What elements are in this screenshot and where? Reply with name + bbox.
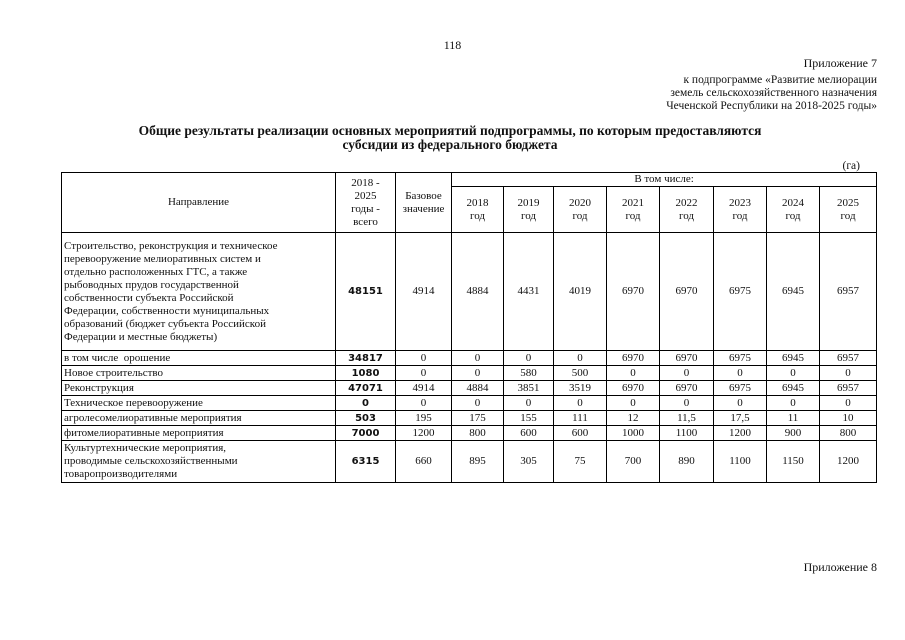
header-year — [820, 187, 877, 233]
base-value-cell: 1200 — [396, 426, 452, 441]
year-value-cell: 6957 — [820, 233, 877, 351]
document-title-line: субсидии из федерального бюджета — [342, 137, 558, 152]
year-value-cell: 175 — [452, 411, 504, 426]
next-appendix-label: Приложение 8 — [803, 560, 877, 574]
total-cell: 503 — [336, 411, 396, 426]
direction-line: рыбоводных прудов государственной — [64, 278, 239, 291]
year-value-cell: 6957 — [820, 351, 877, 366]
subprogram-reference-line: земель сельскохозяйственного назначения — [670, 87, 877, 99]
base-value-cell: 4914 — [396, 233, 452, 351]
direction-line: проводимые сельскохозяйственными — [64, 455, 238, 467]
year-value-cell: 4884 — [452, 381, 504, 396]
table-row — [62, 396, 877, 411]
total-cell: 34817 — [336, 351, 396, 366]
header-year — [767, 187, 820, 233]
direction-cell: Техническое перевооружение — [62, 396, 336, 411]
header-direction: Направление — [62, 173, 336, 233]
year-value-cell: 6970 — [660, 233, 714, 351]
year-value-cell: 0 — [504, 396, 554, 411]
header-year-number: 2022 — [675, 196, 698, 209]
year-value-cell: 0 — [820, 366, 877, 381]
year-value-cell: 11 — [767, 411, 820, 426]
year-value-cell: 0 — [607, 366, 660, 381]
year-value-cell: 6957 — [820, 381, 877, 396]
table-row — [62, 441, 877, 483]
total-cell: 6315 — [336, 441, 396, 483]
year-value-cell: 6970 — [660, 381, 714, 396]
direction-cell: в том числе орошение — [62, 351, 336, 366]
year-value-cell: 0 — [767, 366, 820, 381]
total-cell: 47071 — [336, 381, 396, 396]
header-including: В том числе: — [452, 173, 877, 187]
direction-line: Строительство, реконструкция и техническое — [64, 239, 278, 252]
header-year-number: 2021 — [622, 196, 644, 209]
direction-line: Федерации и местные бюджеты) — [64, 330, 218, 343]
year-value-cell: 0 — [660, 366, 714, 381]
total-cell: 0 — [336, 396, 396, 411]
header-year-number: 2019 — [517, 196, 540, 209]
year-value-cell: 0 — [714, 396, 767, 411]
year-value-cell: 0 — [452, 351, 504, 366]
year-value-cell: 6970 — [660, 351, 714, 366]
direction-line: Федерации, собственности муниципальных — [64, 304, 270, 317]
header-year-unit: год — [840, 209, 856, 222]
year-value-cell: 700 — [607, 441, 660, 483]
header-year — [660, 187, 714, 233]
document-title-line: Общие результаты реализации основных мероприятий подпрограммы, по которым предоставляются — [138, 123, 762, 138]
year-value-cell: 12 — [607, 411, 660, 426]
header-year-unit: год — [572, 209, 588, 222]
direction-line: образований (бюджет субъекта Российской — [64, 317, 266, 330]
year-value-cell: 0 — [767, 396, 820, 411]
direction-line: собственности субъекта Российской — [64, 291, 234, 304]
header-base-line: Базовое — [405, 189, 442, 202]
header-year — [714, 187, 767, 233]
base-value-cell: 0 — [396, 366, 452, 381]
document-title — [60, 124, 840, 152]
subprogram-reference-line: к подпрограмме «Развитие мелиорации — [683, 74, 877, 86]
header-year-number: 2024 — [782, 196, 804, 209]
direction-line: Культуртехнические мероприятия, — [64, 442, 227, 454]
year-value-cell: 600 — [554, 426, 607, 441]
header-year — [607, 187, 660, 233]
year-value-cell: 580 — [504, 366, 554, 381]
direction-cell: фитомелиоративные мероприятия — [62, 426, 336, 441]
base-value-cell: 660 — [396, 441, 452, 483]
header-year-unit: год — [732, 209, 748, 222]
header-year-number: 2018 — [466, 196, 489, 209]
year-value-cell: 17,5 — [714, 411, 767, 426]
table-row — [62, 381, 877, 396]
year-value-cell: 895 — [452, 441, 504, 483]
total-cell: 48151 — [336, 233, 396, 351]
year-value-cell: 0 — [607, 396, 660, 411]
header-base-line: значение — [402, 202, 445, 215]
table-row — [62, 351, 877, 366]
year-value-cell: 1200 — [714, 426, 767, 441]
header-year-number: 2025 — [837, 196, 860, 209]
direction-line: товаропроизводителями — [64, 468, 178, 480]
year-value-cell: 6975 — [714, 233, 767, 351]
subprogram-reference-line: Чеченской Республики на 2018-2025 годы» — [666, 100, 877, 112]
year-value-cell: 11,5 — [660, 411, 714, 426]
year-value-cell: 305 — [504, 441, 554, 483]
base-value-cell: 195 — [396, 411, 452, 426]
year-value-cell: 890 — [660, 441, 714, 483]
year-value-cell: 10 — [820, 411, 877, 426]
year-value-cell: 111 — [554, 411, 607, 426]
year-value-cell: 6945 — [767, 233, 820, 351]
year-value-cell: 0 — [452, 396, 504, 411]
year-value-cell: 6945 — [767, 351, 820, 366]
header-base — [396, 173, 452, 233]
year-value-cell: 4884 — [452, 233, 504, 351]
direction-cell: Реконструкция — [62, 381, 336, 396]
table-row — [62, 233, 877, 351]
year-value-cell: 1200 — [820, 441, 877, 483]
header-year-unit: год — [678, 209, 695, 222]
subprogram-reference — [666, 74, 877, 113]
table-row — [62, 366, 877, 381]
header-row — [62, 173, 877, 187]
year-value-cell: 900 — [767, 426, 820, 441]
year-value-cell: 155 — [504, 411, 554, 426]
base-value-cell: 4914 — [396, 381, 452, 396]
year-value-cell: 1150 — [767, 441, 820, 483]
year-value-cell: 0 — [554, 396, 607, 411]
total-cell: 7000 — [336, 426, 396, 441]
year-value-cell: 3851 — [504, 381, 554, 396]
year-value-cell: 0 — [554, 351, 607, 366]
year-value-cell: 0 — [820, 396, 877, 411]
year-value-cell: 600 — [504, 426, 554, 441]
year-value-cell: 0 — [660, 396, 714, 411]
header-year-number: 2020 — [569, 196, 591, 209]
year-value-cell: 0 — [504, 351, 554, 366]
header-year-unit: год — [785, 209, 801, 222]
year-value-cell: 800 — [820, 426, 877, 441]
table-row — [62, 426, 877, 441]
direction-cell — [62, 441, 336, 483]
base-value-cell: 0 — [396, 396, 452, 411]
year-value-cell: 0 — [452, 366, 504, 381]
year-value-cell: 1100 — [660, 426, 714, 441]
year-value-cell: 6970 — [607, 351, 660, 366]
header-total — [336, 173, 396, 233]
year-value-cell: 6975 — [714, 351, 767, 366]
year-value-cell: 6970 — [607, 381, 660, 396]
unit-label: (га) — [842, 160, 860, 172]
year-value-cell: 3519 — [554, 381, 607, 396]
direction-cell — [62, 233, 336, 351]
year-value-cell: 4431 — [504, 233, 554, 351]
year-value-cell: 800 — [452, 426, 504, 441]
header-total-line: всего — [353, 215, 378, 228]
direction-line: перевооружение мелиоративных систем и — [64, 252, 261, 265]
year-value-cell: 6945 — [767, 381, 820, 396]
header-year-number: 2023 — [729, 196, 751, 209]
header-year — [452, 187, 504, 233]
year-value-cell: 6970 — [607, 233, 660, 351]
header-total-line: 2025 — [354, 189, 377, 202]
header-year-unit: год — [625, 209, 641, 222]
header-year-unit: год — [520, 209, 537, 222]
page-number: 118 — [443, 38, 462, 52]
year-value-cell: 75 — [554, 441, 607, 483]
header-year-unit: год — [469, 209, 486, 222]
base-value-cell: 0 — [396, 351, 452, 366]
year-value-cell: 4019 — [554, 233, 607, 351]
year-value-cell: 1000 — [607, 426, 660, 441]
year-value-cell: 0 — [714, 366, 767, 381]
header-year — [554, 187, 607, 233]
table-row — [62, 411, 877, 426]
year-value-cell: 500 — [554, 366, 607, 381]
direction-line: отдельно расположенных ГТС, а также — [64, 265, 248, 278]
direction-cell: агролесомелиоративные мероприятия — [62, 411, 336, 426]
header-year — [504, 187, 554, 233]
direction-cell: Новое строительство — [62, 366, 336, 381]
year-value-cell: 1100 — [714, 441, 767, 483]
results-table — [61, 172, 877, 483]
appendix-label: Приложение 7 — [803, 56, 877, 70]
header-total-line: 2018 - — [351, 176, 380, 189]
total-cell: 1080 — [336, 366, 396, 381]
header-total-line: годы - — [351, 202, 380, 215]
year-value-cell: 6975 — [714, 381, 767, 396]
